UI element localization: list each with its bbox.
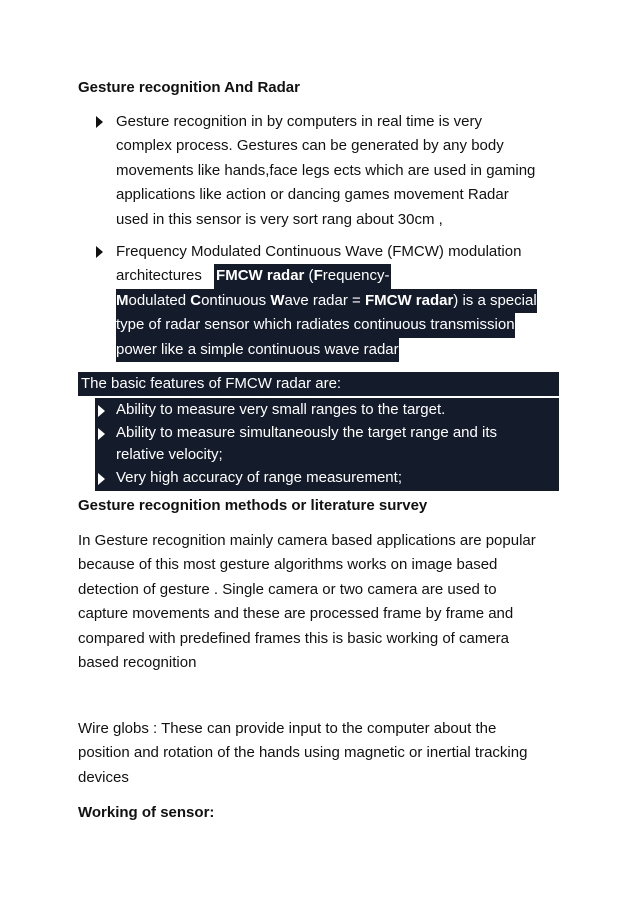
text-span: (	[304, 267, 314, 285]
highlight-span: power like a simple continuous wave radar	[116, 338, 399, 362]
bold-text: C	[190, 291, 202, 309]
text-span: odulated	[128, 291, 191, 309]
bullet-arrow-icon	[98, 428, 105, 440]
bold-text: W	[270, 291, 285, 309]
bold-text: FMCW radar	[216, 267, 305, 285]
text-line: In Gesture recognition mainly camera based applications are popular	[78, 532, 536, 549]
bullet-arrow-icon	[98, 473, 105, 485]
text-line: Gesture recognition in by computers in real time is very	[116, 113, 482, 130]
text-span: requency-	[322, 267, 390, 285]
text-line: applications like action or dancing games movement Radar	[116, 186, 509, 204]
text-line: devices	[78, 768, 129, 786]
text-span: ave radar =	[284, 291, 365, 309]
highlight-span	[116, 289, 537, 313]
highlight-span	[214, 264, 391, 288]
text-line: Frequency Modulated Continuous Wave (FMCW) modulation	[116, 243, 522, 260]
text-line	[116, 289, 576, 313]
bullet-fmcw	[116, 240, 576, 362]
text-line: movements like hands,face legs ects which are used in gaming	[116, 161, 536, 179]
bullet-arrow-icon	[96, 116, 103, 128]
feature-item: relative velocity;	[116, 446, 223, 463]
bold-text: F	[313, 267, 323, 285]
section-heading-working-sensor: Working of sensor:	[78, 804, 215, 821]
bullet-arrow-icon	[98, 405, 105, 417]
text-line: position and rotation of the hands using magnetic or inertial tracking	[78, 744, 528, 762]
text-line	[116, 264, 576, 288]
feature-item: Ability to measure simultaneously the target range and its	[116, 424, 498, 441]
text-line: complex process. Gestures can be generated by any body	[116, 137, 504, 155]
text-line	[116, 338, 576, 362]
text-line: Wire globs : These can provide input to the computer about the	[78, 720, 497, 737]
feature-item: Very high accuracy of range measurement;	[116, 469, 402, 486]
text-line: based recognition	[78, 654, 197, 672]
paragraph-wire-globs	[78, 717, 568, 790]
paragraph-camera-recognition	[78, 529, 568, 675]
bold-text: M	[116, 291, 129, 309]
text-line: because of this most gesture algorithms works on image based	[78, 556, 498, 574]
bullet-arrow-icon	[96, 246, 103, 258]
text-line: detection of gesture . Single camera or two camera are used to	[78, 580, 497, 598]
bullet-gesture-recognition	[116, 110, 566, 232]
text-span: architectures	[116, 267, 202, 285]
text-line: capture movements and these are processed frame by frame and	[78, 605, 514, 623]
text-line	[116, 313, 576, 337]
text-line: compared with predefined frames this is basic working of camera	[78, 629, 510, 647]
text-span: ontinuous	[201, 291, 271, 309]
text-line: used in this sensor is very sort rang about 30cm ,	[116, 210, 443, 228]
highlight-span: type of radar sensor which radiates continuous transmission	[116, 313, 515, 337]
bold-text: FMCW radar	[364, 291, 454, 309]
features-title-band	[78, 372, 559, 396]
section-heading-literature-survey: Gesture recognition methods or literature survey	[78, 497, 428, 514]
features-title: The basic features of FMCW radar are:	[81, 375, 342, 392]
text-span: ) is a special	[453, 291, 537, 309]
feature-item: Ability to measure very small ranges to the target.	[116, 401, 446, 418]
section-heading-gesture-radar: Gesture recognition And Radar	[78, 79, 300, 96]
